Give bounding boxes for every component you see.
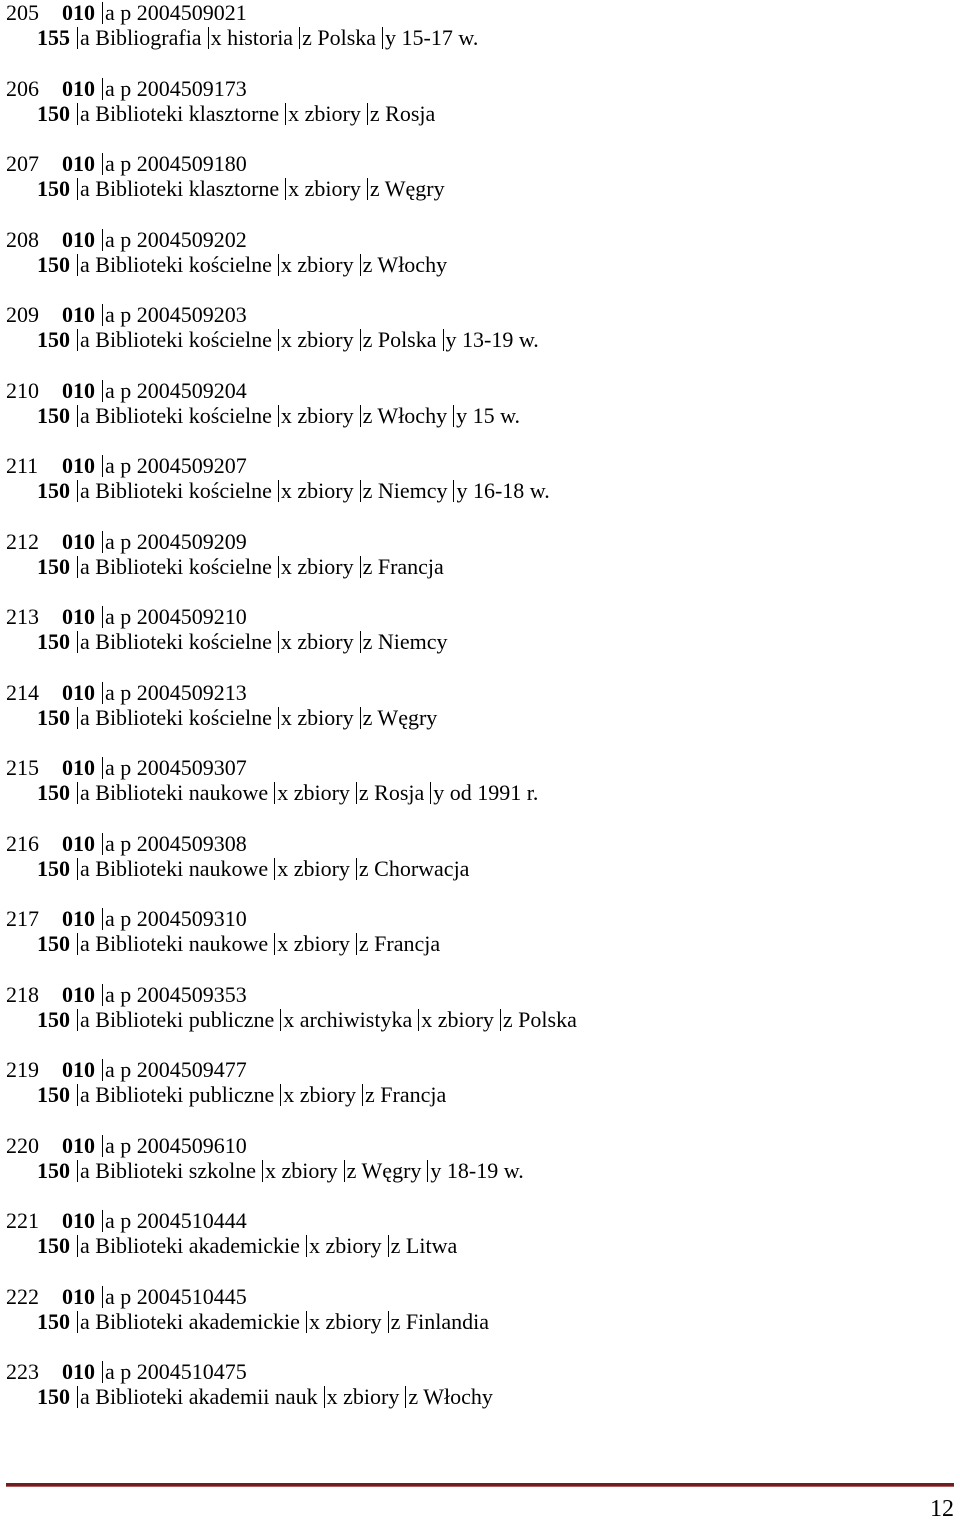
- subfield-delimiter: [77, 556, 78, 578]
- subfield-delimiter: [77, 178, 78, 200]
- control-number: a p 2004509310: [105, 906, 247, 931]
- subfield-delimiter: [208, 27, 209, 49]
- subfield-value: z Rosja: [358, 780, 425, 805]
- subfield-value: x zbiory: [308, 1308, 382, 1334]
- field-tag: 010: [62, 75, 95, 101]
- subfield-value: z Francja: [365, 1082, 447, 1107]
- subfield-delimiter: [102, 531, 103, 553]
- subfield-value: x zbiory: [280, 704, 354, 730]
- subfield-value: a Biblioteki kościelne: [80, 251, 272, 277]
- record-number: 222: [6, 1283, 39, 1309]
- field-tag: 010: [62, 1359, 95, 1384]
- subfield-value: x zbiory: [277, 931, 350, 956]
- subfield-value: z Polska: [502, 1006, 577, 1032]
- record-control-line: [6, 0, 247, 26]
- field-tag: 150: [37, 931, 70, 956]
- subfield-delimiter: [430, 782, 431, 804]
- record-entry: [6, 529, 956, 605]
- record-number: 220: [6, 1132, 39, 1158]
- field-tag: 010: [62, 528, 95, 554]
- record-entry: [6, 1133, 956, 1209]
- subfield-value: x zbiory: [280, 478, 354, 503]
- record-heading-line: [37, 1233, 457, 1259]
- subfield-delimiter: [77, 933, 78, 955]
- subfield-delimiter: [356, 782, 357, 804]
- subfield-value: a Biblioteki publiczne: [80, 1082, 275, 1107]
- field-tag: 010: [62, 755, 95, 780]
- record-list: [6, 0, 956, 1435]
- subfield-delimiter: [367, 178, 368, 200]
- field-tag: 150: [37, 1082, 70, 1107]
- record-control-line: [6, 76, 247, 102]
- field-tag: 150: [37, 1006, 70, 1032]
- field-tag: 155: [37, 25, 70, 50]
- field-tag: 010: [62, 604, 95, 629]
- subfield-value: z Finlandia: [390, 1308, 490, 1334]
- record-entry: [6, 1208, 956, 1284]
- record-heading-line: [37, 554, 444, 580]
- record-control-line: [6, 302, 247, 328]
- record-control-line: [6, 1359, 247, 1385]
- field-tag: 150: [37, 478, 70, 503]
- subfield-value: x zbiory: [280, 251, 354, 277]
- subfield-value: x zbiory: [277, 855, 350, 881]
- subfield-delimiter: [356, 858, 357, 880]
- control-number: a p 2004509610: [105, 1132, 247, 1158]
- subfield-value: a Biblioteki akademickie: [80, 1308, 300, 1334]
- record-entry: [6, 906, 956, 982]
- subfield-value: z Włochy: [362, 251, 448, 277]
- subfield-value: a Biblioteki kościelne: [80, 402, 272, 428]
- subfield-delimiter: [388, 1235, 389, 1257]
- control-number: a p 2004509202: [105, 226, 247, 252]
- subfield-delimiter: [102, 757, 103, 779]
- subfield-delimiter: [356, 933, 357, 955]
- control-number: a p 2004509180: [105, 151, 247, 176]
- subfield-delimiter: [102, 606, 103, 628]
- record-heading-line: [37, 478, 550, 504]
- subfield-delimiter: [102, 682, 103, 704]
- subfield-delimiter: [102, 304, 103, 326]
- record-heading-line: [37, 1158, 524, 1184]
- subfield-delimiter: [360, 254, 361, 276]
- subfield-delimiter: [102, 1286, 103, 1308]
- field-tag: 010: [62, 302, 95, 327]
- subfield-delimiter: [274, 933, 275, 955]
- control-number: a p 2004509308: [105, 830, 247, 856]
- field-tag: 150: [37, 629, 70, 654]
- record-heading-line: [37, 1007, 577, 1033]
- subfield-delimiter: [285, 178, 286, 200]
- subfield-value: x zbiory: [288, 100, 361, 126]
- field-tag: 010: [62, 151, 95, 176]
- subfield-delimiter: [102, 153, 103, 175]
- subfield-delimiter: [102, 2, 103, 24]
- field-tag: 150: [37, 100, 70, 126]
- subfield-delimiter: [453, 405, 454, 427]
- subfield-value: y 18-19 w.: [430, 1157, 524, 1183]
- subfield-delimiter: [306, 1311, 307, 1333]
- subfield-delimiter: [102, 1361, 103, 1383]
- subfield-value: a Biblioteki kościelne: [80, 553, 272, 579]
- subfield-delimiter: [306, 1235, 307, 1257]
- subfield-value: a Biblioteki naukowe: [80, 780, 269, 805]
- control-number: a p 2004509021: [105, 0, 247, 25]
- field-tag: 150: [37, 855, 70, 881]
- record-control-line: [6, 680, 247, 706]
- subfield-delimiter: [388, 1311, 389, 1333]
- control-number: a p 2004510475: [105, 1359, 247, 1384]
- record-control-line: [6, 1057, 247, 1083]
- subfield-value: x zbiory: [280, 553, 354, 579]
- record-entry: [6, 378, 956, 454]
- subfield-value: x zbiory: [326, 1384, 400, 1409]
- record-heading-line: [37, 856, 469, 882]
- control-number: a p 2004509173: [105, 75, 247, 101]
- record-heading-line: [37, 252, 447, 278]
- subfield-delimiter: [77, 631, 78, 653]
- record-control-line: [6, 604, 247, 630]
- record-entry: [6, 1284, 956, 1360]
- subfield-delimiter: [102, 78, 103, 100]
- control-number: a p 2004509207: [105, 453, 247, 478]
- subfield-delimiter: [102, 908, 103, 930]
- subfield-delimiter: [77, 1084, 78, 1106]
- subfield-value: x archiwistyka: [283, 1006, 413, 1032]
- subfield-delimiter: [77, 858, 78, 880]
- subfield-delimiter: [360, 405, 361, 427]
- record-heading-line: [37, 1384, 493, 1410]
- field-tag: 150: [37, 327, 70, 352]
- subfield-delimiter: [360, 631, 361, 653]
- control-number: a p 2004509353: [105, 981, 247, 1007]
- field-tag: 150: [37, 402, 70, 428]
- record-entry: [6, 1359, 956, 1435]
- subfield-delimiter: [77, 1311, 78, 1333]
- subfield-value: z Węgry: [369, 176, 445, 201]
- record-entry: [6, 604, 956, 680]
- record-number: 206: [6, 75, 39, 101]
- subfield-delimiter: [102, 1059, 103, 1081]
- subfield-value: a Biblioteki akademickie: [80, 1233, 300, 1258]
- subfield-delimiter: [278, 254, 279, 276]
- control-number: a p 2004509213: [105, 679, 247, 705]
- record-number: 214: [6, 679, 39, 705]
- field-tag: 010: [62, 1132, 95, 1158]
- subfield-value: x zbiory: [280, 629, 354, 654]
- subfield-value: a Biblioteki akademii nauk: [80, 1384, 318, 1409]
- subfield-delimiter: [77, 782, 78, 804]
- subfield-value: x zbiory: [277, 780, 350, 805]
- subfield-delimiter: [362, 1084, 363, 1106]
- subfield-value: x zbiory: [264, 1157, 338, 1183]
- record-entry: [6, 831, 956, 907]
- subfield-value: a Biblioteki publiczne: [80, 1006, 275, 1032]
- subfield-delimiter: [77, 480, 78, 502]
- subfield-value: z Niemcy: [362, 629, 448, 654]
- record-heading-line: [37, 101, 435, 127]
- subfield-delimiter: [102, 455, 103, 477]
- record-number: 218: [6, 981, 39, 1007]
- subfield-value: z Węgry: [346, 1157, 422, 1183]
- subfield-value: x zbiory: [280, 327, 354, 352]
- subfield-value: x zbiory: [283, 1082, 356, 1107]
- subfield-value: a Biblioteki klasztorne: [80, 176, 280, 201]
- subfield-delimiter: [299, 27, 300, 49]
- subfield-delimiter: [280, 1084, 281, 1106]
- field-tag: 150: [37, 251, 70, 277]
- record-number: 223: [6, 1359, 39, 1384]
- subfield-value: z Francja: [358, 931, 441, 956]
- subfield-value: a Biblioteki szkolne: [80, 1157, 256, 1183]
- record-number: 208: [6, 226, 39, 252]
- field-tag: 150: [37, 1308, 70, 1334]
- field-tag: 010: [62, 453, 95, 478]
- subfield-delimiter: [77, 707, 78, 729]
- field-tag: 010: [62, 1283, 95, 1309]
- subfield-value: a Bibliografia: [80, 25, 202, 50]
- subfield-delimiter: [274, 858, 275, 880]
- subfield-delimiter: [278, 707, 279, 729]
- subfield-value: z Węgry: [362, 704, 438, 730]
- record-entry: [6, 0, 956, 76]
- subfield-delimiter: [77, 27, 78, 49]
- record-number: 210: [6, 377, 39, 403]
- subfield-value: y od 1991 r.: [433, 780, 539, 805]
- record-number: 219: [6, 1057, 39, 1082]
- record-number: 205: [6, 0, 39, 25]
- subfield-value: a Biblioteki kościelne: [80, 327, 272, 352]
- subfield-value: x zbiory: [308, 1233, 382, 1258]
- subfield-value: z Chorwacja: [358, 855, 470, 881]
- record-control-line: [6, 982, 247, 1008]
- subfield-delimiter: [500, 1009, 501, 1031]
- subfield-delimiter: [418, 1009, 419, 1031]
- subfield-delimiter: [77, 1009, 78, 1031]
- record-heading-line: [37, 327, 539, 353]
- subfield-delimiter: [77, 103, 78, 125]
- field-tag: 010: [62, 981, 95, 1007]
- control-number: a p 2004509204: [105, 377, 247, 403]
- subfield-delimiter: [405, 1386, 406, 1408]
- subfield-delimiter: [102, 833, 103, 855]
- record-number: 207: [6, 151, 39, 176]
- subfield-value: z Rosja: [369, 100, 436, 126]
- subfield-value: y 13-19 w.: [445, 327, 539, 352]
- subfield-delimiter: [367, 103, 368, 125]
- subfield-delimiter: [360, 329, 361, 351]
- field-tag: 150: [37, 1157, 70, 1183]
- control-number: a p 2004510445: [105, 1283, 247, 1309]
- subfield-delimiter: [274, 782, 275, 804]
- subfield-delimiter: [77, 1235, 78, 1257]
- subfield-delimiter: [102, 229, 103, 251]
- record-heading-line: [37, 1309, 489, 1335]
- subfield-delimiter: [77, 254, 78, 276]
- subfield-delimiter: [102, 984, 103, 1006]
- field-tag: 150: [37, 553, 70, 579]
- subfield-delimiter: [285, 103, 286, 125]
- subfield-delimiter: [453, 480, 454, 502]
- field-tag: 010: [62, 377, 95, 403]
- subfield-value: a Biblioteki klasztorne: [80, 100, 280, 126]
- subfield-delimiter: [102, 1210, 103, 1232]
- field-tag: 150: [37, 704, 70, 730]
- subfield-delimiter: [324, 1386, 325, 1408]
- record-heading-line: [37, 25, 478, 51]
- record-number: 211: [6, 453, 39, 478]
- subfield-delimiter: [77, 1160, 78, 1182]
- subfield-delimiter: [360, 556, 361, 578]
- subfield-delimiter: [278, 405, 279, 427]
- subfield-value: a Biblioteki kościelne: [80, 704, 272, 730]
- record-heading-line: [37, 176, 445, 202]
- subfield-delimiter: [102, 1135, 103, 1157]
- record-number: 215: [6, 755, 39, 780]
- subfield-value: a Biblioteki kościelne: [80, 629, 272, 654]
- record-entry: [6, 151, 956, 227]
- record-control-line: [6, 378, 247, 404]
- subfield-delimiter: [280, 1009, 281, 1031]
- subfield-delimiter: [77, 329, 78, 351]
- record-heading-line: [37, 705, 437, 731]
- record-control-line: [6, 1284, 247, 1310]
- field-tag: 010: [62, 906, 95, 931]
- field-tag: 150: [37, 780, 70, 805]
- subfield-value: a Biblioteki naukowe: [80, 931, 269, 956]
- record-entry: [6, 76, 956, 152]
- record-control-line: [6, 906, 247, 932]
- subfield-value: z Włochy: [408, 1384, 493, 1409]
- control-number: a p 2004509477: [105, 1057, 247, 1082]
- field-tag: 010: [62, 226, 95, 252]
- record-control-line: [6, 151, 247, 177]
- record-heading-line: [37, 403, 520, 429]
- record-number: 216: [6, 830, 39, 856]
- subfield-delimiter: [278, 480, 279, 502]
- control-number: a p 2004509203: [105, 302, 247, 327]
- subfield-value: y 15 w.: [456, 402, 521, 428]
- subfield-delimiter: [278, 631, 279, 653]
- record-entry: [6, 755, 956, 831]
- field-tag: 010: [62, 1057, 95, 1082]
- footer-rule: [6, 1483, 954, 1487]
- subfield-value: y 15-17 w.: [385, 25, 479, 50]
- subfield-value: z Włochy: [362, 402, 448, 428]
- subfield-value: z Litwa: [390, 1233, 458, 1258]
- record-heading-line: [37, 629, 447, 655]
- subfield-delimiter: [102, 380, 103, 402]
- record-entry: [6, 982, 956, 1058]
- record-control-line: [6, 1208, 247, 1234]
- subfield-delimiter: [443, 329, 444, 351]
- record-control-line: [6, 529, 247, 555]
- record-control-line: [6, 755, 247, 781]
- subfield-value: x zbiory: [288, 176, 361, 201]
- record-number: 213: [6, 604, 39, 629]
- field-tag: 010: [62, 679, 95, 705]
- record-number: 217: [6, 906, 39, 931]
- field-tag: 010: [62, 0, 95, 25]
- field-tag: 150: [37, 1384, 70, 1409]
- subfield-delimiter: [360, 480, 361, 502]
- subfield-value: y 16-18 w.: [456, 478, 550, 503]
- control-number: a p 2004509307: [105, 755, 247, 780]
- subfield-value: x zbiory: [280, 402, 354, 428]
- field-tag: 150: [37, 1233, 70, 1258]
- record-entry: [6, 227, 956, 303]
- field-tag: 150: [37, 176, 70, 201]
- subfield-delimiter: [382, 27, 383, 49]
- subfield-delimiter: [360, 707, 361, 729]
- subfield-value: x historia: [210, 25, 294, 50]
- record-control-line: [6, 831, 247, 857]
- record-control-line: [6, 1133, 247, 1159]
- record-entry: [6, 680, 956, 756]
- subfield-delimiter: [427, 1160, 428, 1182]
- subfield-value: a Biblioteki kościelne: [80, 478, 272, 503]
- subfield-value: x zbiory: [421, 1006, 494, 1032]
- record-heading-line: [37, 780, 538, 806]
- record-entry: [6, 302, 956, 378]
- record-control-line: [6, 227, 247, 253]
- record-heading-line: [37, 1082, 446, 1108]
- control-number: a p 2004509210: [105, 604, 247, 629]
- record-number: 212: [6, 528, 39, 554]
- subfield-delimiter: [344, 1160, 345, 1182]
- subfield-delimiter: [77, 1386, 78, 1408]
- subfield-delimiter: [278, 329, 279, 351]
- subfield-value: a Biblioteki naukowe: [80, 855, 269, 881]
- page-number: 12: [930, 1496, 954, 1522]
- subfield-value: z Polska: [362, 327, 437, 352]
- subfield-delimiter: [77, 405, 78, 427]
- subfield-value: z Francja: [362, 553, 444, 579]
- field-tag: 010: [62, 830, 95, 856]
- subfield-delimiter: [262, 1160, 263, 1182]
- control-number: a p 2004510444: [105, 1208, 247, 1233]
- subfield-delimiter: [278, 556, 279, 578]
- field-tag: 010: [62, 1208, 95, 1233]
- record-control-line: [6, 453, 247, 479]
- record-entry: [6, 453, 956, 529]
- control-number: a p 2004509209: [105, 528, 247, 554]
- record-number: 221: [6, 1208, 39, 1233]
- subfield-value: z Polska: [302, 25, 377, 50]
- record-heading-line: [37, 931, 440, 957]
- record-number: 209: [6, 302, 39, 327]
- subfield-value: z Niemcy: [362, 478, 448, 503]
- record-entry: [6, 1057, 956, 1133]
